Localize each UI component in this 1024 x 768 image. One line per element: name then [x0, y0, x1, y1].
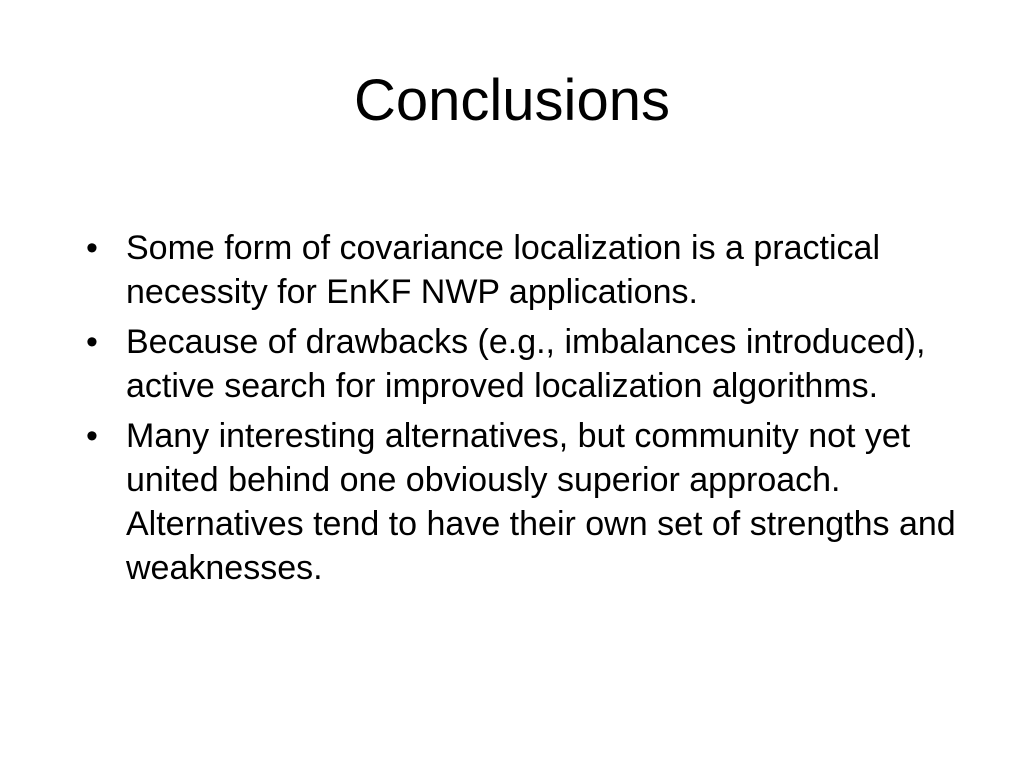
bullet-item	[86, 226, 956, 314]
bullet-text: Some form of covariance localization is a practical necessity for EnKF NWP applications.	[126, 229, 880, 311]
slide-title: Conclusions	[354, 68, 670, 133]
bullet-item	[86, 414, 966, 590]
bullet-marker: •	[86, 417, 98, 455]
bullet-marker: •	[86, 323, 98, 361]
bullet-text: Many interesting alternatives, but community not yet united behind one obviously superior approach. Alternatives tend to have their own set of strengths and weaknesses.	[126, 417, 966, 587]
bullet-item	[86, 320, 956, 408]
bullet-text: Because of drawbacks (e.g., imbalances introduced), active search for improved localization algorithms.	[126, 323, 926, 405]
bullet-marker: •	[86, 229, 98, 267]
bullet-list	[86, 226, 966, 596]
